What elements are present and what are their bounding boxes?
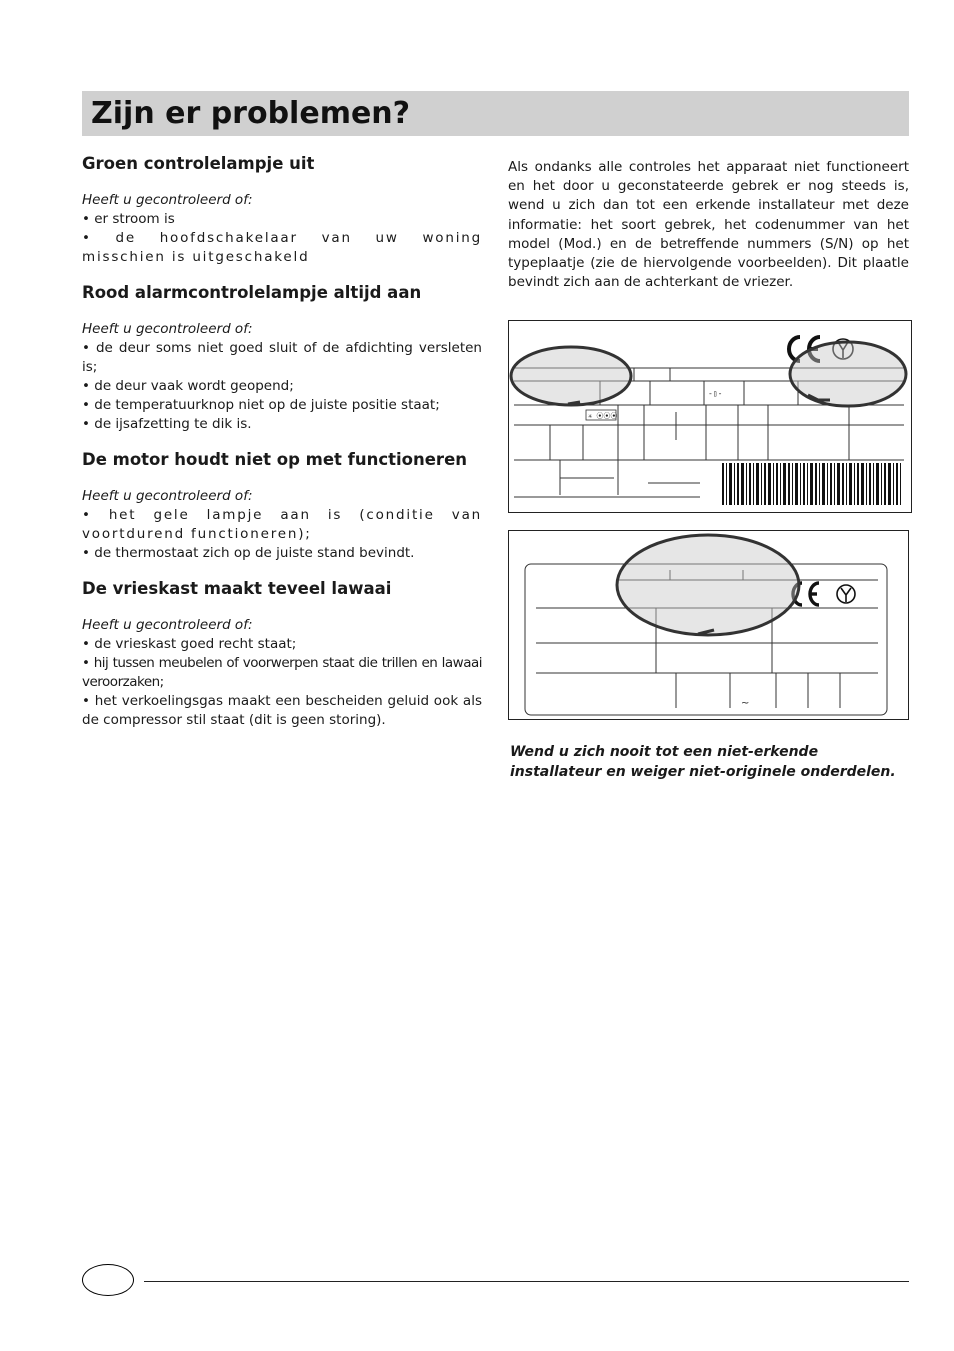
footer-rule	[144, 1281, 909, 1282]
list-item: • de hoofdschakelaar van uw woning misschien is uitgeschakeld	[82, 230, 482, 265]
section-heading: De vrieskast maakt teveel lawaai	[82, 579, 392, 598]
rating-plate-example-1	[508, 320, 912, 513]
freezer-star-rating-icon: ✳ ⦿⦿⦿	[588, 412, 618, 420]
list-item: • het verkoelingsgas maakt een bescheiden geluid ook als de compressor stil staat (dit is geen storing).	[82, 693, 482, 728]
section-intro: Heeft u gecontroleerd of:	[82, 617, 253, 633]
highlight-circle-model	[617, 535, 799, 635]
list-item: • de vrieskast goed recht staat;	[82, 636, 297, 652]
list-item: • het gele lampje aan is (conditie van voortdurend functioneren);	[82, 507, 482, 542]
section-red-alarm-light	[82, 281, 482, 434]
section-intro: Heeft u gecontroleerd of:	[82, 321, 253, 337]
highlight-circle-model	[511, 347, 631, 405]
page-title: Zijn er problemen?	[91, 96, 411, 131]
right-column	[508, 158, 909, 292]
section-intro: Heeft u gecontroleerd of:	[82, 192, 253, 208]
list-item: • hij tussen meubelen of voorwerpen staat die trillen en lawaai veroorzaken;	[82, 655, 482, 690]
page-number-marker	[82, 1264, 134, 1296]
section-noise	[82, 577, 482, 730]
list-item: • de temperatuurknop niet op de juiste positie staat;	[82, 397, 440, 413]
warning-note: Wend u zich nooit tot een niet-erkende installateur en weiger niet-originele onderdelen.	[510, 744, 896, 780]
rating-plate-example-2	[508, 530, 909, 720]
section-green-light	[82, 152, 482, 267]
section-heading: Rood alarmcontrolelampje altijd aan	[82, 283, 422, 302]
section-motor	[82, 448, 482, 563]
highlight-circle-serial	[790, 342, 906, 406]
power-symbol-icon: -▯-	[708, 389, 723, 398]
title-bar	[82, 91, 909, 136]
ac-symbol-icon: ~	[741, 698, 750, 709]
list-item: • de ijsafzetting te dik is.	[82, 416, 252, 432]
list-item: • de deur vaak wordt geopend;	[82, 378, 294, 394]
section-heading: De motor houdt niet op met functioneren	[82, 450, 468, 469]
section-heading: Groen controlelampje uit	[82, 154, 315, 173]
list-item: • de deur soms niet goed sluit of de afdichting versleten is;	[82, 340, 482, 375]
list-item: • er stroom is	[82, 211, 175, 227]
list-item: • de thermostaat zich op de juiste stand bevindt.	[82, 545, 415, 561]
service-info-paragraph: Als ondanks alle controles het apparaat niet functioneert en het door u geconstateerde gebrek er nog steeds is, wend u zich dan tot een erkende installateur met deze informatie: het soort gebrek, het codenummer van het model (Mod.) en de betreffende nummers (S/N) op het typeplaatje (zie de hiervolgende voorbeelden). Dit plaatle bevindt zich aan de achterkant de vriezer.	[508, 159, 909, 291]
left-column	[82, 152, 482, 744]
section-intro: Heeft u gecontroleerd of:	[82, 488, 253, 504]
